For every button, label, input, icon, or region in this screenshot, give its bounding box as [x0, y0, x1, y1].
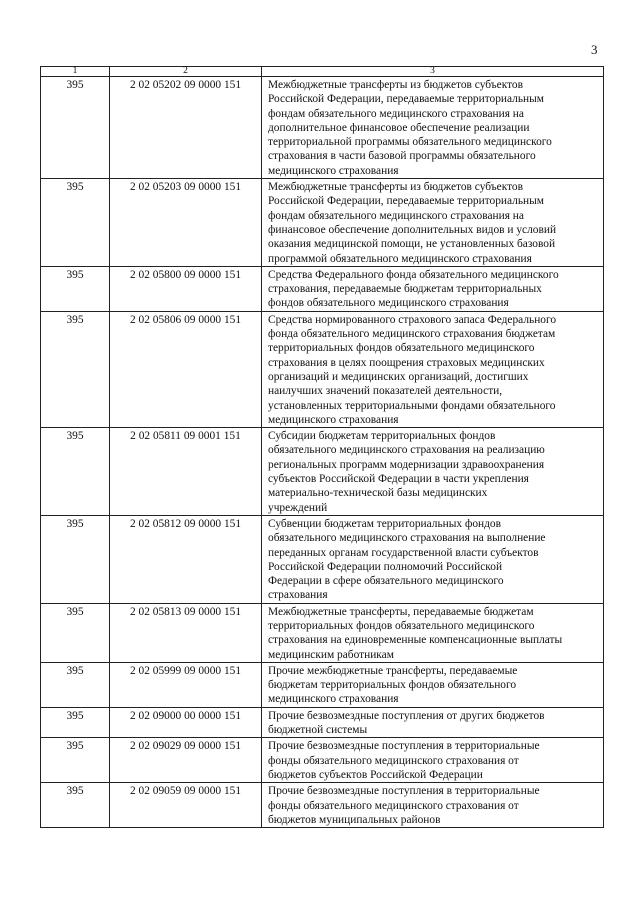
- budget-classification-code-cell: 2 02 09000 00 0000 151: [110, 707, 262, 738]
- description-line: установленных территориальными фондами обязательного: [268, 399, 556, 412]
- budget-classification-code-cell: 2 02 05813 09 0000 151: [110, 603, 262, 662]
- admin-code-cell: 395: [41, 266, 110, 311]
- description-line: учреждений: [268, 501, 328, 514]
- budget-classification-code-cell: 2 02 05203 09 0000 151: [110, 179, 262, 267]
- page-number: 3: [591, 42, 598, 57]
- income-description-cell: [262, 707, 604, 738]
- income-description-cell: [262, 783, 604, 828]
- description-line: финансовое обеспечение дополнительных видов и условий: [268, 223, 557, 236]
- table-row: [41, 738, 604, 783]
- description-line: страхования в части базовой программы обязательного: [268, 150, 536, 163]
- description-line: материально-технической базы медицинских: [268, 487, 488, 500]
- description-line: оказания медицинской помощи, не установленных базовой: [268, 238, 556, 251]
- table-row: [41, 77, 604, 179]
- table-row: [41, 515, 604, 603]
- description-line: обязательного медицинского страхования на реализацию: [268, 444, 545, 457]
- description-line: организаций и медицинских организаций, достигших: [268, 370, 529, 383]
- description-line: территориальной программы обязательного медицинского: [268, 136, 552, 149]
- admin-code-cell: 395: [41, 738, 110, 783]
- description-line: Федерации в сфере обязательного медицинского: [268, 575, 504, 588]
- description-line: переданных органам государственной власти субъектов: [268, 546, 539, 559]
- income-description-cell: [262, 77, 604, 179]
- admin-code-cell: 395: [41, 179, 110, 267]
- description-line: Средства нормированного страхового запаса Федерального: [268, 313, 557, 326]
- admin-code-cell: 395: [41, 77, 110, 179]
- description-line: субъектов Российской Федерации в части укрепления: [268, 473, 529, 486]
- description-line: обязательного медицинского страхования на выполнение: [268, 532, 546, 545]
- description-line: бюджетам территориальных фондов обязательного: [268, 679, 517, 692]
- description-line: Прочие безвозмездные поступления от других бюджетов: [268, 709, 545, 722]
- table-row: [41, 179, 604, 267]
- table-row: [41, 783, 604, 828]
- description-line: Субсидии бюджетам территориальных фондов: [268, 430, 496, 443]
- description-line: территориальных фондов обязательного медицинского: [268, 619, 535, 632]
- description-line: Прочие безвозмездные поступления в территориальные: [268, 785, 540, 798]
- admin-code-cell: 395: [41, 783, 110, 828]
- admin-code-cell: 395: [41, 428, 110, 516]
- description-line: территориальных фондов обязательного медицинского: [268, 342, 535, 355]
- income-description-cell: [262, 179, 604, 267]
- description-line: медицинского страхования: [268, 413, 399, 426]
- description-line: Субвенции бюджетам территориальных фондов: [268, 517, 501, 530]
- description-line: Прочие безвозмездные поступления в территориальные: [268, 740, 540, 753]
- description-line: Межбюджетные трансферты из бюджетов субъектов: [268, 181, 523, 194]
- description-line: бюджетов муниципальных районов: [268, 813, 441, 826]
- description-line: фондам обязательного медицинского страхования на: [268, 209, 524, 222]
- admin-code-cell: 395: [41, 662, 110, 707]
- description-line: Прочие межбюджетные трансферты, передаваемые: [268, 664, 518, 677]
- description-line: страхования, передаваемые бюджетам территориальных: [268, 283, 542, 296]
- description-line: дополнительное финансовое обеспечение реализации: [268, 121, 530, 134]
- income-description-cell: [262, 311, 604, 427]
- description-line: бюджетов субъектов Российской Федерации: [268, 768, 483, 781]
- description-line: фонды обязательного медицинского страхования от: [268, 754, 519, 767]
- description-line: Российской Федерации, передаваемые территориальным: [268, 195, 545, 208]
- income-description-cell: [262, 662, 604, 707]
- description-line: Российской Федерации, передаваемые территориальным: [268, 93, 545, 106]
- budget-classification-code-cell: 2 02 05811 09 0001 151: [110, 428, 262, 516]
- description-line: страхования на единовременные компенсационные выплаты: [268, 634, 563, 647]
- description-line: Средства Федерального фонда обязательного медицинского: [268, 268, 559, 281]
- description-line: страхования в целях поощрения страховых медицинских: [268, 356, 545, 369]
- budget-classification-code-cell: 2 02 05800 09 0000 151: [110, 266, 262, 311]
- income-description-cell: [262, 603, 604, 662]
- column-header-1: 1: [41, 67, 110, 77]
- description-line: Межбюджетные трансферты, передаваемые бюджетам: [268, 605, 534, 618]
- revenue-codes-table: [40, 66, 604, 828]
- column-header-3: 3: [262, 67, 604, 77]
- description-line: медицинского страхования: [268, 693, 399, 706]
- budget-classification-code-cell: 2 02 05202 09 0000 151: [110, 77, 262, 179]
- table-header-row: [41, 67, 604, 77]
- income-description-cell: [262, 515, 604, 603]
- table-row: [41, 662, 604, 707]
- table-row: [41, 707, 604, 738]
- description-line: наилучших значений показателей деятельности,: [268, 385, 503, 398]
- column-header-2: 2: [110, 67, 262, 77]
- income-description-cell: [262, 738, 604, 783]
- budget-classification-code-cell: 2 02 05806 09 0000 151: [110, 311, 262, 427]
- income-description-cell: [262, 428, 604, 516]
- description-line: медицинским работникам: [268, 648, 394, 661]
- admin-code-cell: 395: [41, 311, 110, 427]
- description-line: фонда обязательного медицинского страхования бюджетам: [268, 328, 556, 341]
- admin-code-cell: 395: [41, 515, 110, 603]
- description-line: программой обязательного медицинского страхования: [268, 252, 532, 265]
- budget-classification-code-cell: 2 02 05812 09 0000 151: [110, 515, 262, 603]
- description-line: страхования: [268, 589, 328, 602]
- description-line: бюджетной системы: [268, 724, 368, 737]
- budget-classification-code-cell: 2 02 05999 09 0000 151: [110, 662, 262, 707]
- description-line: фонды обязательного медицинского страхования от: [268, 799, 519, 812]
- income-description-cell: [262, 266, 604, 311]
- description-line: Российской Федерации полномочий Российской: [268, 560, 503, 573]
- admin-code-cell: 395: [41, 707, 110, 738]
- description-line: медицинского страхования: [268, 164, 399, 177]
- admin-code-cell: 395: [41, 603, 110, 662]
- description-line: Межбюджетные трансферты из бюджетов субъектов: [268, 79, 523, 91]
- description-line: фондам обязательного медицинского страхования на: [268, 107, 524, 120]
- table-row: [41, 266, 604, 311]
- table-row: [41, 311, 604, 427]
- budget-classification-code-cell: 2 02 09059 09 0000 151: [110, 783, 262, 828]
- description-line: региональных программ модернизации здравоохранения: [268, 458, 545, 471]
- budget-classification-code-cell: 2 02 09029 09 0000 151: [110, 738, 262, 783]
- table-row: [41, 603, 604, 662]
- description-line: фондов обязательного медицинского страхования: [268, 297, 509, 310]
- table-row: [41, 428, 604, 516]
